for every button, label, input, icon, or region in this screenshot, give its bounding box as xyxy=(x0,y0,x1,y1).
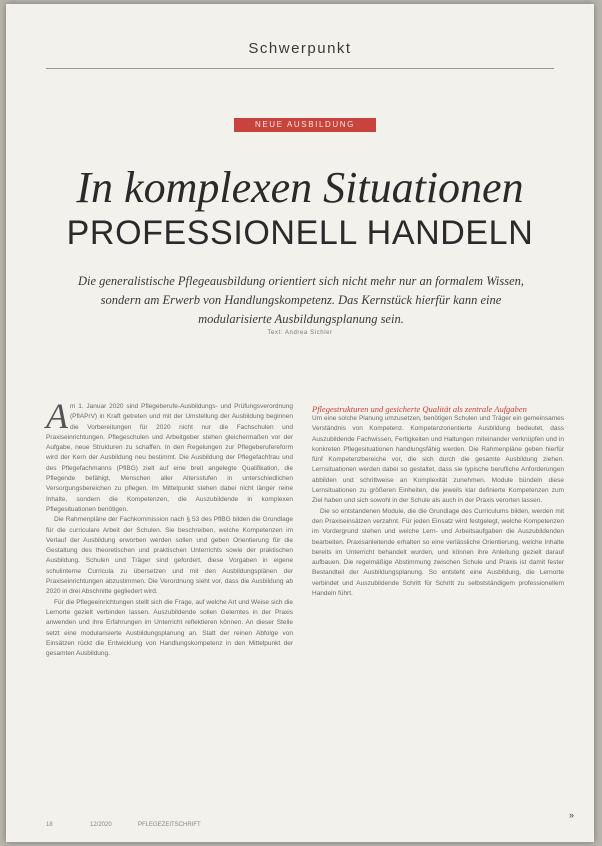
article-lead: Die generalistische Pflegeausbildung orientiert sich nicht mehr nur an formalem Wissen, sondern am Erwerb von Handlungskompetenz. Das Kernstück hierfür kann eine modularisierte Ausbildungsplanung sein. xyxy=(77,274,525,326)
article-paragraph xyxy=(46,396,293,515)
article-paragraph: Für die Pflegeeinrichtungen stellt sich die Frage, auf welche Art und Weise sich die Lernorte gezielt verbinden lassen. Auszubildende sollen Gelerntes in der Praxis anwenden und ihre Erfahrungen im Unterricht reflektieren können. An dieser Stelle setzt eine modularisierte Ausbildungsplanung an. Statt der reinen Abfolge von Einsätzen rückt die Entwicklung von Handlungskompetenz in den Mittelpunkt der gesamten Ausbildung. xyxy=(46,598,293,658)
section-subheading: Pflegestrukturen und gesicherte Qualität als zentrale Aufgaben xyxy=(312,404,527,414)
magazine-page xyxy=(6,4,594,842)
publication-name: PFLEGEZEITSCHRIFT xyxy=(138,822,201,828)
article-title-line1: In komplexen Situationen xyxy=(76,163,524,212)
article-column-right xyxy=(312,404,564,599)
issue-date: 12/2020 xyxy=(90,822,112,828)
article-paragraph: Die so entstandenen Module, die die Grundlage des Curriculums bilden, werden mit den Praxiseinsätzen verzahnt. Für jeden Einsatz wird festgelegt, welche Kompetenzen im Vordergrund stehen und welche Lern- und Arbeitsaufgaben die Auszubildenden bearbeiten. Praxisanleitende erhalten so eine verlässliche Orientierung, welche Inhalte bereits im Unterricht behandelt wurden, und können ihre Anleitung gezielt darauf aufbauen. Die regelmäßige Abstimmung zwischen Schule und Praxis ist damit fester Bestandteil der Ausbildungsplanung. So entsteht eine Ausbildung, die Lernorte verbindet und Auszubildende Schritt für Schritt zu selbstständigem professionellem Handeln führt. xyxy=(312,507,564,598)
article-paragraph: Um eine solche Planung umzusetzen, benötigen Schulen und Träger ein gemeinsames Verständnis von Kompetenz. Kompetenzorientierte Ausbildung bedeutet, dass Auszubildende Fachwissen, Fertigkeiten und Haltungen miteinander verknüpfen und in konkreten Pflegesituationen handlungsfähig werden. Die Rahmenpläne geben hierfür fünf Kompetenzbereiche vor, die sich durch die gesamte Ausbildung ziehen. Lernsituationen werden dabei so gestaltet, dass sie typische berufliche Anforderungen abbilden und schrittweise an Komplexität zunehmen. Module bündeln diese Lernsituationen zu größeren Einheiten, die jeweils klar definierte Kompetenzen zum Ziel haben und sich sowohl in der Schule als auch in der Praxis verorten lassen. xyxy=(312,415,564,505)
drop-cap: A xyxy=(46,396,68,436)
header-rule xyxy=(46,68,554,69)
continue-arrow-icon: » xyxy=(569,810,575,820)
article-paragraph: Die Rahmenpläne der Fachkommission nach § 53 des PflBG bilden die Grundlage für die curriculare Arbeit der Schulen. Sie beschreiben, welche Kompetenzen im Verlauf der Ausbildung erworben werden sollen und geben Orientierung für die Gestaltung des theoretischen und praktischen Unterrichts sowie der praktischen Ausbildung. Schulen und Träger sind gefordert, diese Vorgaben in eigene schulinterne Curricula zu übersetzen und mit den Ausbildungsplänen der Praxiseinrichtungen abzustimmen. Die Verordnung sieht vor, dass die Ausbildung ab 2020 in drei Abschnitte gegliedert wird. xyxy=(46,516,293,596)
article-title-line2: PROFESSIONELL HANDELN xyxy=(66,214,534,252)
page-number: 18 xyxy=(46,822,53,828)
paragraph-text: m 1. Januar 2020 sind Pflegeberufe-Ausbildungs- und Prüfungsverordnung (PflAPrV) in Kraft getreten und mit der Umstellung der Ausbildung beginnen die Vorbereitungen für 2020 nicht nur die Fachschulen und Praxiseinrichtungen. Pflegeschulen und Arbeitgeber stehen gleichermaßen vor der Aufgabe, neue Strukturen zu schaffen. In den Regelungen zur Pflegeberufereform wird der Kern der Ausbildung neu bestimmt. Die Ausbildung der Pflegefachfrau und des Pflegefachmanns (PflBG) zielt auf eine breit angelegte Qualifikation, die Pflegende befähigt, Menschen aller Altersstufen in unterschiedlichen Versorgungsbereichen zu pflegen. Im Mittelpunkt stehen dabei nicht länger reine Inhalte, sondern die Kompetenzen, die Auszubildende in komplexen Pflegesituationen benötigen. xyxy=(46,403,293,513)
byline: Text: Andrea Sichler xyxy=(267,330,333,336)
section-label: Schwerpunkt xyxy=(248,40,352,57)
category-badge: NEUE AUSBILDUNG xyxy=(234,118,376,132)
article-column-left xyxy=(46,396,293,659)
